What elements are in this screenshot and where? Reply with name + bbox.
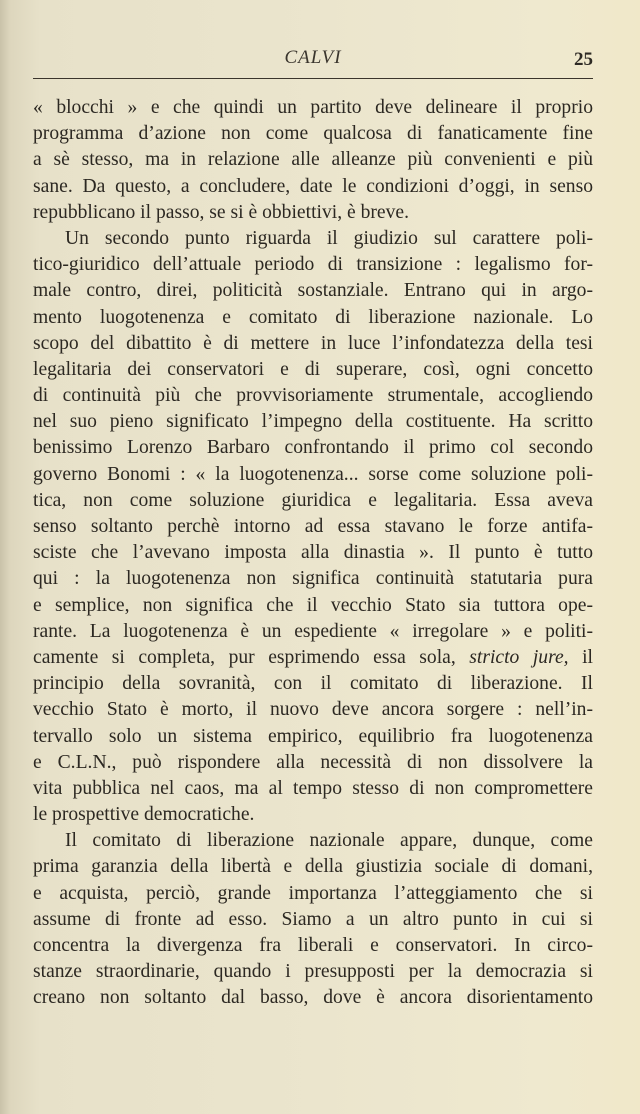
paragraph-start-line: Il comitato di liberazione nazionale appare, dunque, come bbox=[65, 830, 593, 852]
text-line: vita pubblica nel caos, ma al tempo stesso di non compromettere bbox=[33, 777, 593, 799]
text-line: creano non soltanto dal basso, dove è ancora disorientamento bbox=[33, 987, 593, 1009]
text-line: e semplice, non significa che il vecchio Stato sia tuttora ope- bbox=[33, 594, 593, 616]
text-line: di continuità più che provvisoriamente strumentale, accogliendo bbox=[33, 385, 593, 407]
text-line: male contro, direi, politicità sostanziale. Entrano qui in argo- bbox=[33, 280, 593, 302]
text-line: a sè stesso, ma in relazione alle alleanze più convenienti e più bbox=[33, 149, 593, 171]
text-line: governo Bonomi : « la luogotenenza... sorse come soluzione poli- bbox=[33, 463, 593, 485]
page-number: 25 bbox=[574, 49, 593, 70]
text-line: stanze straordinarie, quando i presupposti per la democrazia si bbox=[33, 961, 593, 983]
text-segment: camente si completa, pur esprimendo essa sola, bbox=[33, 646, 470, 668]
text-line: benissimo Lorenzo Barbaro confrontando il primo col secondo bbox=[33, 437, 593, 459]
text-line: sciste che l’avevano imposta alla dinastia ». Il punto è tutto bbox=[33, 542, 593, 564]
text-line: assume di fronte ad esso. Siamo a un altro punto in cui si bbox=[33, 908, 593, 930]
paragraph-start-line: Un secondo punto riguarda il giudizio sul carattere poli- bbox=[65, 227, 593, 249]
text-line: concentra la divergenza fra liberali e conservatori. In circo- bbox=[33, 935, 593, 956]
text-line: tica, non come soluzione giuridica e legalitaria. Essa aveva bbox=[33, 489, 593, 511]
text-line: qui : la luogotenenza non significa continuità statutaria pura bbox=[33, 568, 593, 590]
text-line: senso soltanto perchè intorno ad essa stavano le forze antifa- bbox=[33, 516, 593, 537]
running-title: CALVI bbox=[284, 47, 342, 68]
text-line: « blocchi » e che quindi un partito deve delineare il proprio bbox=[33, 97, 593, 118]
text-line: sane. Da questo, a concludere, date le condizioni d’oggi, in senso bbox=[33, 175, 593, 197]
text-line: tico-giuridico dell’attuale periodo di transizione : legalismo for- bbox=[33, 254, 593, 276]
text-line: vecchio Stato è morto, il nuovo deve ancora sorgere : nell’in- bbox=[33, 699, 593, 721]
text-line: principio della sovranità, con il comitato di liberazione. Il bbox=[33, 673, 593, 695]
text-segment: il bbox=[568, 646, 593, 668]
text-line: nel suo pieno significato l’impegno della costituente. Ha scritto bbox=[33, 411, 593, 433]
text-line: tervallo solo un sistema empirico, equilibrio fra luogotenenza bbox=[33, 725, 593, 747]
text-line: repubblicano il passo, se si è obbiettivi, è breve. bbox=[33, 201, 409, 223]
header-rule bbox=[33, 78, 593, 79]
text-line: mento luogotenenza e comitato di liberazione nazionale. Lo bbox=[33, 306, 593, 328]
text-line: rante. La luogotenenza è un espediente « irregolare » e politi- bbox=[33, 620, 593, 642]
text-line: scopo del dibattito è di mettere in luce l’infondatezza della tesi bbox=[33, 332, 593, 354]
text-line: legalitaria dei conservatori e di superare, così, ogni concetto bbox=[33, 358, 593, 380]
text-line: e acquista, perciò, grande importanza l’atteggiamento che si bbox=[33, 882, 593, 904]
body-text bbox=[33, 95, 593, 1012]
text-line: prima garanzia della libertà e della giustizia sociale di domani, bbox=[33, 856, 593, 878]
text-line-with-italic bbox=[33, 645, 593, 671]
text-line: programma d’azione non come qualcosa di fanaticamente fine bbox=[33, 123, 593, 145]
text-line: e C.L.N., può rispondere alla necessità di non dissolvere la bbox=[33, 751, 593, 773]
text-line: le prospettive democratiche. bbox=[33, 804, 255, 826]
italic-phrase: stricto jure, bbox=[469, 646, 569, 668]
page-header bbox=[33, 44, 593, 74]
